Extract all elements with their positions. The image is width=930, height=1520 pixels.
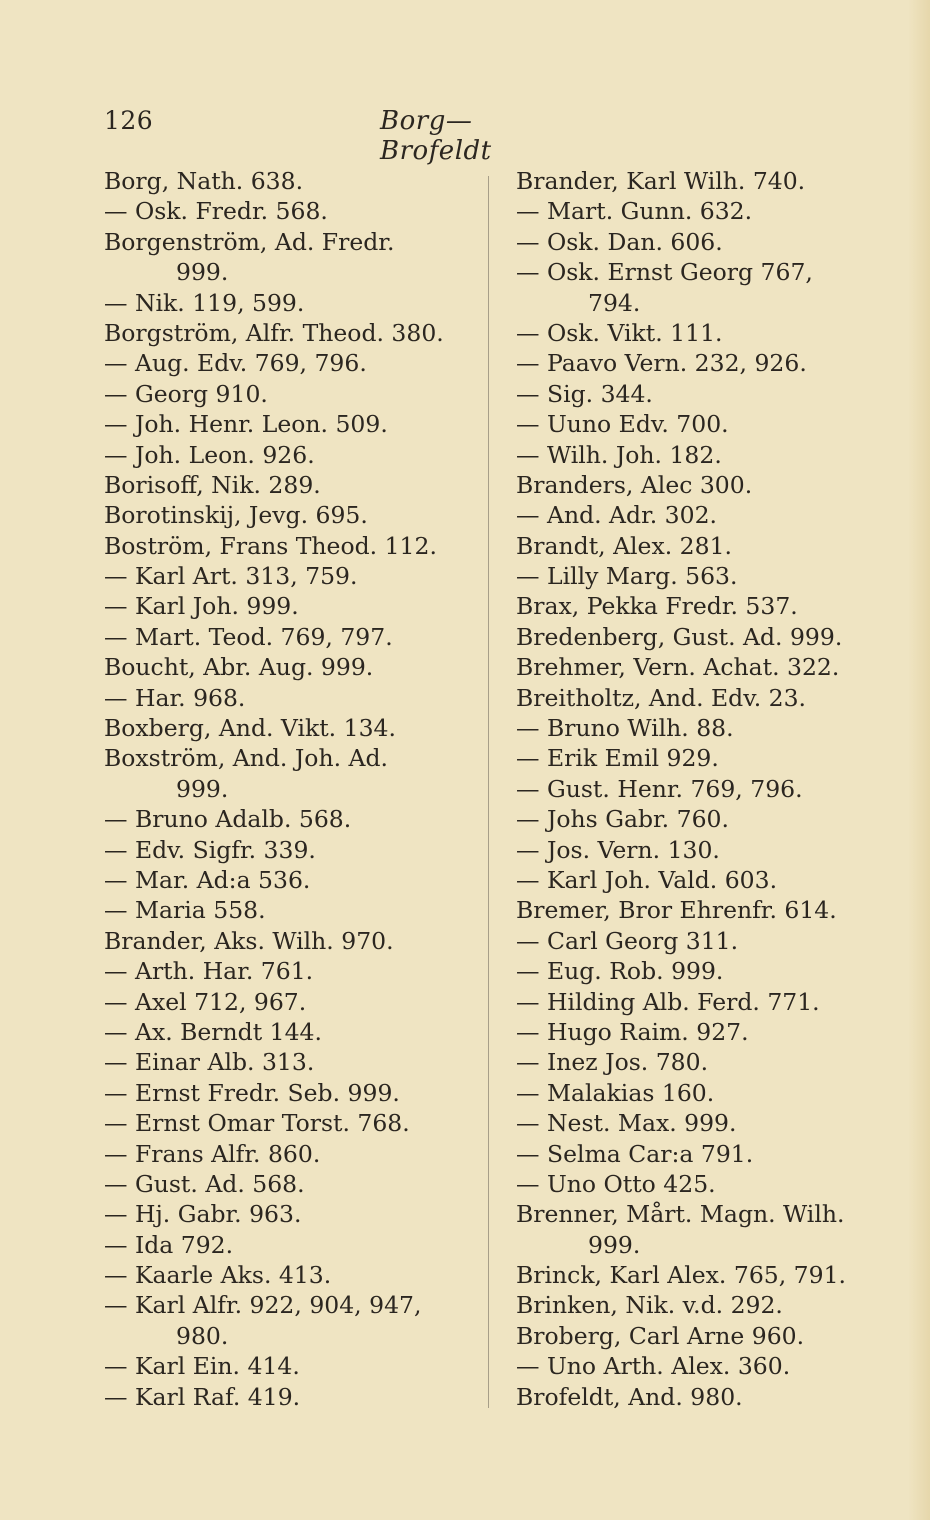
index-subentry: — Gust. Henr. 769, 796. — [516, 774, 803, 803]
index-subentry: — Maria 558. — [104, 896, 266, 925]
index-subentry: — Joh. Leon. 926. — [104, 440, 315, 469]
index-subentry: — Selma Car:a 791. — [516, 1139, 754, 1168]
index-subentry: — Karl Alfr. 922, 904, 947, — [104, 1291, 422, 1320]
index-subentry: — Axel 712, 967. — [104, 987, 307, 1016]
index-entry: Borg, Nath. 638. — [104, 167, 304, 195]
index-subentry: — Nik. 119, 599. — [104, 288, 305, 317]
index-subentry: — Karl Art. 313, 759. — [104, 562, 358, 591]
index-entry-continuation: 999. — [588, 1230, 641, 1259]
index-entry: Brinck, Karl Alex. 765, 791. — [516, 1261, 846, 1290]
index-entry: Brehmer, Vern. Achat. 322. — [516, 653, 840, 682]
index-subentry: — Karl Joh. Vald. 603. — [516, 865, 778, 894]
index-entry: Borotinskij, Jevg. 695. — [104, 501, 368, 530]
index-subentry: — Aug. Edv. 769, 796. — [104, 349, 367, 378]
index-subentry: — Hugo Raim. 927. — [516, 1017, 749, 1046]
index-entry: Bredenberg, Gust. Ad. 999. — [516, 622, 843, 651]
index-entry: Boxström, And. Joh. Ad. — [104, 744, 388, 773]
index-column-left — [104, 166, 494, 1412]
index-entry-continuation: 999. — [176, 258, 229, 287]
index-subentry: — Jos. Vern. 130. — [516, 835, 720, 864]
index-subentry: — Karl Raf. 419. — [104, 1382, 301, 1411]
index-subentry: — Osk. Ernst Georg 767, — [516, 258, 813, 287]
index-subentry: — Osk. Dan. 606. — [516, 227, 723, 256]
index-entry: Branders, Alec 300. — [516, 470, 753, 499]
index-subentry: — Bruno Wilh. 88. — [516, 714, 734, 743]
index-entry: Breitholtz, And. Edv. 23. — [516, 683, 807, 712]
index-subentry: — Lilly Marg. 563. — [516, 562, 738, 591]
index-subentry: — Ernst Omar Torst. 768. — [104, 1109, 410, 1138]
index-subentry: — Arth. Har. 761. — [104, 957, 314, 986]
index-subentry: — Uno Otto 425. — [516, 1169, 716, 1198]
index-subentry: — Bruno Adalb. 568. — [104, 805, 352, 834]
index-entry: Brander, Karl Wilh. 740. — [516, 167, 806, 195]
index-subentry: — Paavo Vern. 232, 926. — [516, 349, 807, 378]
index-subentry: — Mart. Gunn. 632. — [516, 197, 753, 226]
index-subentry: — Osk. Vikt. 111. — [516, 318, 723, 347]
index-subentry: — Mar. Ad:a 536. — [104, 865, 311, 894]
index-subentry: — Einar Alb. 313. — [104, 1048, 315, 1077]
index-subentry: — Eug. Rob. 999. — [516, 957, 724, 986]
index-subentry: — Kaarle Aks. 413. — [104, 1261, 332, 1290]
index-subentry: — Georg 910. — [104, 379, 268, 408]
index-subentry: — Mart. Teod. 769, 797. — [104, 622, 393, 651]
index-entry-continuation: 794. — [588, 288, 641, 317]
index-subentry: — Osk. Fredr. 568. — [104, 197, 328, 226]
index-subentry: — Wilh. Joh. 182. — [516, 440, 722, 469]
page-edge-shading — [908, 0, 930, 1520]
index-subentry: — Hilding Alb. Ferd. 771. — [516, 987, 820, 1016]
index-entry: Brandt, Alex. 281. — [516, 531, 732, 560]
index-subentry: — Hj. Gabr. 963. — [104, 1200, 302, 1229]
index-entry: Brax, Pekka Fredr. 537. — [516, 592, 798, 621]
index-entry: Borgström, Alfr. Theod. 380. — [104, 318, 444, 347]
index-subentry: — Har. 968. — [104, 683, 246, 712]
running-head — [104, 106, 582, 166]
index-entry: Brofeldt, And. 980. — [516, 1382, 743, 1411]
index-subentry: — Uno Arth. Alex. 360. — [516, 1352, 791, 1381]
index-subentry: — Ida 792. — [104, 1230, 234, 1259]
index-entry: Boxberg, And. Vikt. 134. — [104, 714, 396, 743]
index-entry: Boström, Frans Theod. 112. — [104, 531, 437, 560]
index-subentry: — Johs Gabr. 760. — [516, 805, 729, 834]
index-entry: Borisoff, Nik. 289. — [104, 470, 321, 499]
index-entry: Brenner, Mårt. Magn. Wilh. — [516, 1200, 845, 1229]
index-entry: Borgenström, Ad. Fredr. — [104, 227, 395, 256]
index-column-right — [516, 166, 906, 1412]
index-subentry: — Inez Jos. 780. — [516, 1048, 709, 1077]
index-subentry: — Ax. Berndt 144. — [104, 1017, 322, 1046]
index-subentry: — Malakias 160. — [516, 1078, 715, 1107]
index-subentry: — Nest. Max. 999. — [516, 1109, 737, 1138]
index-entry-continuation: 980. — [176, 1321, 229, 1350]
index-entry: Boucht, Abr. Aug. 999. — [104, 653, 374, 682]
index-subentry: — Frans Alfr. 860. — [104, 1139, 321, 1168]
index-subentry: — Erik Emil 929. — [516, 744, 719, 773]
index-subentry: — Carl Georg 311. — [516, 926, 739, 955]
index-entry: Brander, Aks. Wilh. 970. — [104, 926, 394, 955]
page-number: 126 — [104, 106, 154, 135]
index-entry-continuation: 999. — [176, 774, 229, 803]
index-subentry: — Edv. Sigfr. 339. — [104, 835, 316, 864]
index-subentry: — Sig. 344. — [516, 379, 653, 408]
index-subentry: — Joh. Henr. Leon. 509. — [104, 410, 388, 439]
index-subentry: — Karl Ein. 414. — [104, 1352, 300, 1381]
index-subentry: — Karl Joh. 999. — [104, 592, 299, 621]
index-entry: Brinken, Nik. v.d. 292. — [516, 1291, 783, 1320]
index-subentry: — Ernst Fredr. Seb. 999. — [104, 1078, 400, 1107]
page-title: Borg—Brofeldt — [380, 106, 492, 166]
index-entry: Bremer, Bror Ehrenfr. 614. — [516, 896, 837, 925]
index-entry: Broberg, Carl Arne 960. — [516, 1321, 805, 1350]
index-subentry: — Uuno Edv. 700. — [516, 410, 729, 439]
index-subentry: — Gust. Ad. 568. — [104, 1169, 305, 1198]
index-subentry: — And. Adr. 302. — [516, 501, 717, 530]
